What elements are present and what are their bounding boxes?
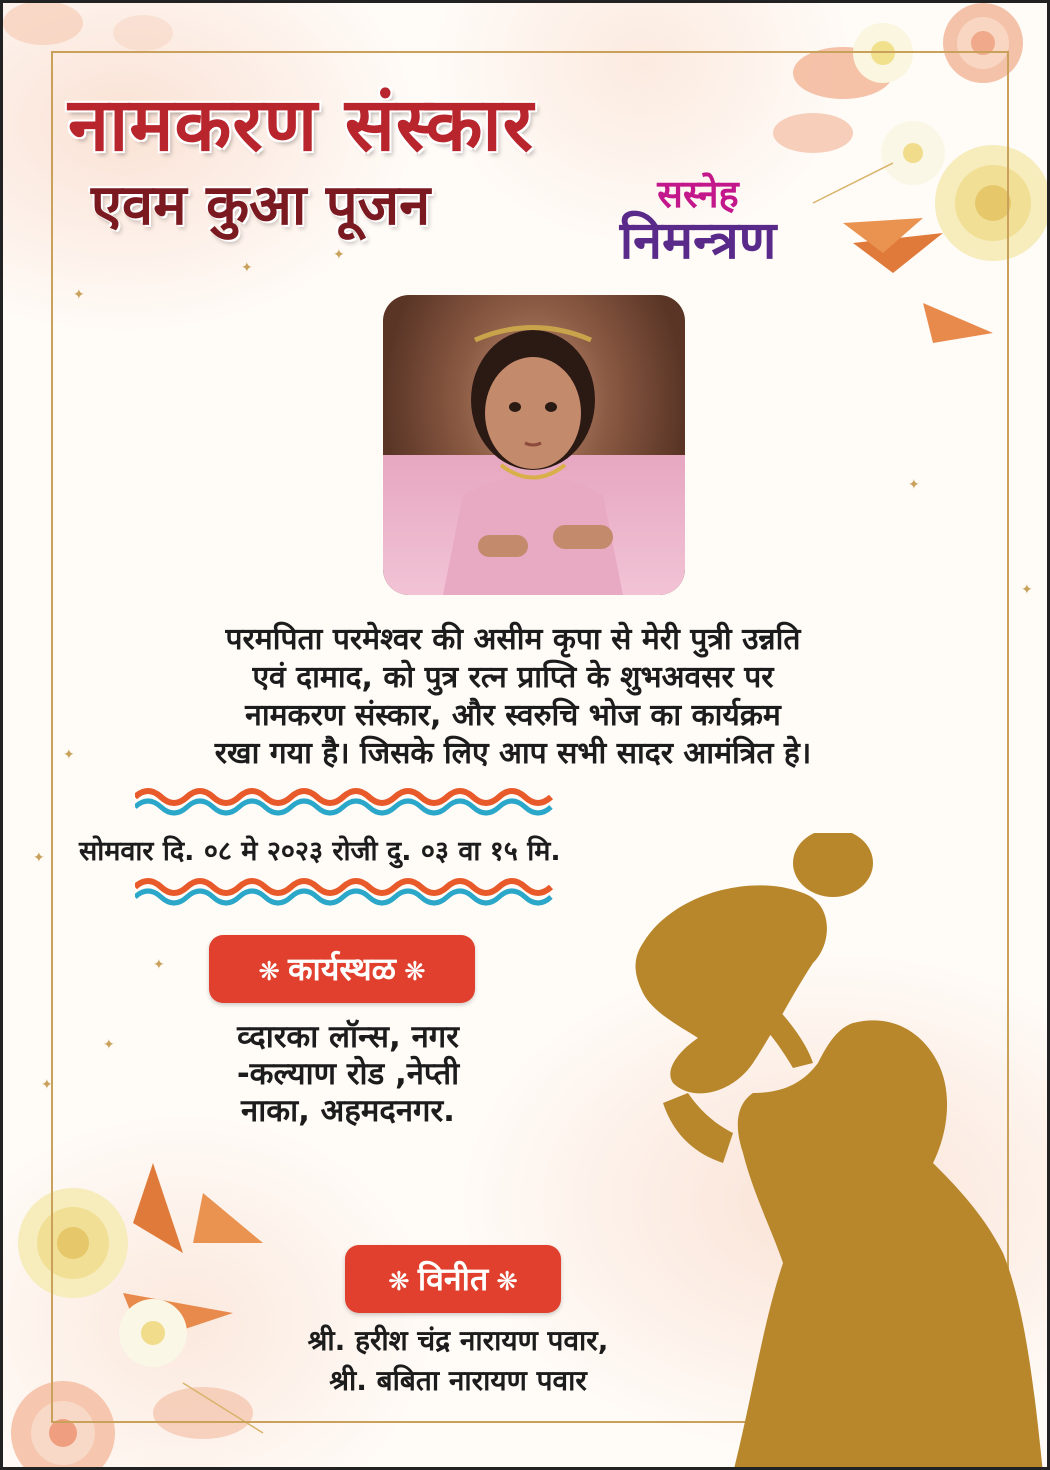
flower-ornament-icon: ❋ <box>496 1267 518 1297</box>
wave-divider-bottom <box>135 875 553 909</box>
parent-lifting-baby-silhouette <box>603 833 1050 1470</box>
venue-label: कार्यस्थळ <box>287 950 396 988</box>
sparkle-icon: ✦ <box>41 1077 53 1093</box>
hosts-label-badge <box>345 1245 561 1313</box>
venue-label-badge <box>209 935 475 1003</box>
sparkle-icon: ✦ <box>63 747 75 763</box>
page-title: नामकरण संस्कार <box>68 82 534 168</box>
message-line: रखा गया है। जिसके लिए आप सभी सादर आमंत्रित हे। <box>214 736 812 771</box>
venue-address <box>183 1019 513 1130</box>
invitation-line1: सस्नेह <box>657 172 739 216</box>
invitation-line2: निमन्त्रण <box>619 211 777 271</box>
venue-line: नाका, अहमदनगर. <box>241 1093 455 1129</box>
sparkle-icon: ✦ <box>33 850 45 866</box>
hosts-label: विनीत <box>417 1260 489 1298</box>
host-name: श्री. बबिता नारायण पवार <box>329 1364 587 1397</box>
flower-ornament-icon: ❋ <box>404 957 426 987</box>
host-name: श्री. हरीश चंद्र नारायण पवार, <box>307 1324 609 1357</box>
flower-ornament-icon: ❋ <box>388 1267 410 1297</box>
sparkle-icon: ✦ <box>241 260 253 276</box>
sparkle-icon: ✦ <box>1021 582 1033 598</box>
invitation-message <box>118 621 908 773</box>
message-line: परमपिता परमेश्वर की असीम कृपा से मेरी पुत्री उन्नति <box>225 622 801 657</box>
host-names <box>258 1321 658 1401</box>
wave-divider-top <box>135 785 553 819</box>
sparkle-icon: ✦ <box>908 477 920 493</box>
sparkle-icon: ✦ <box>333 247 345 263</box>
venue-line: व्दारका लॉन्स, नगर <box>237 1019 459 1055</box>
sparkle-icon: ✦ <box>73 287 85 303</box>
baby-photo <box>383 295 685 595</box>
message-line: नामकरण संस्कार, और स्वरुचि भोज का कार्यक्रम <box>245 698 781 733</box>
venue-line: -कल्याण रोड ,नेप्ती <box>236 1056 460 1092</box>
invitation-heading <box>603 172 793 271</box>
sparkle-icon: ✦ <box>103 1037 115 1053</box>
flower-ornament-icon: ❋ <box>258 957 280 987</box>
sparkle-icon: ✦ <box>153 957 165 973</box>
message-line: एवं दामाद, को पुत्र रत्न प्राप्ति के शुभअवसर पर <box>252 660 774 695</box>
page-subtitle: एवम कुआ पूजन <box>91 173 431 238</box>
baby-portrait-image <box>383 295 685 595</box>
event-datetime: सोमवार दि. ०८ मे २०२३ रोजी दु. ०३ वा १५ मि. <box>79 836 561 867</box>
